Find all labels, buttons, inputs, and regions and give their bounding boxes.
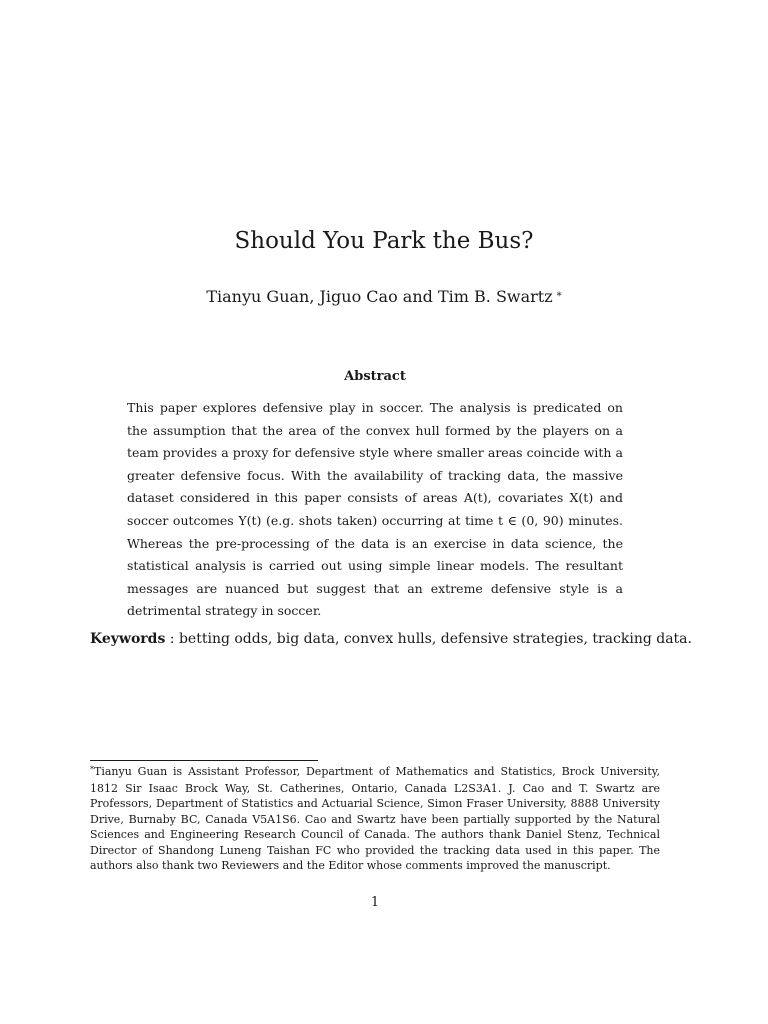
- paper-title: Should You Park the Bus?: [234, 228, 534, 254]
- abstract-heading: Abstract: [344, 369, 406, 384]
- footnote: [90, 764, 660, 874]
- author-names: Tianyu Guan, Jiguo Cao and Tim B. Swartz: [206, 287, 553, 306]
- footnote-marker: *: [90, 765, 94, 774]
- footnote-text: Tianyu Guan is Assistant Professor, Department of Mathematics and Statistics, Brock University, 1812 Sir Isaac Brock Way, St. Catherines, Ontario, Canada L2S3A1. J. Cao and T. Swartz are Professors, Department of Statistics and Actuarial Science, Simon Fraser University, 8888 University Drive, Burnaby BC, Canada V5A1S6. Cao and Swartz have been partially supported by the Natural Sciences and Engineering Research Council of Canada. The authors thank Daniel Stenz, Technical Director of Shandong Luneng Taishan FC who provided the tracking data used in this paper. The authors also thank two Reviewers and the Editor whose comments improved the manuscript.: [90, 765, 660, 872]
- author-list: [0, 285, 768, 312]
- abstract-body: This paper explores defensive play in soccer. The analysis is predicated on the assumption that the area of the convex hull formed by the players on a team provides a proxy for defensive style where smaller areas coincide with a greater defensive focus. With the availability of tracking data, the massive dataset considered in this paper consists of areas A(t), covariates X(t) and soccer outcomes Y(t) (e.g. shots taken) occurring at time t ∈ (0, 90) minutes. Whereas the pre-processing of the data is an exercise in data science, the statistical analysis is carried out using simple linear models. The resultant messages are nuanced but suggest that an extreme defensive style is a detrimental strategy in soccer.: [127, 400, 623, 619]
- keywords-line: [90, 628, 710, 650]
- page-number: 1: [370, 895, 380, 910]
- author-footnote-marker: *: [556, 291, 562, 302]
- keywords-list: : betting odds, big data, convex hulls, defensive strategies, tracking data.: [169, 631, 692, 647]
- footnote-divider: [90, 760, 318, 761]
- keywords-label: Keywords: [90, 631, 166, 647]
